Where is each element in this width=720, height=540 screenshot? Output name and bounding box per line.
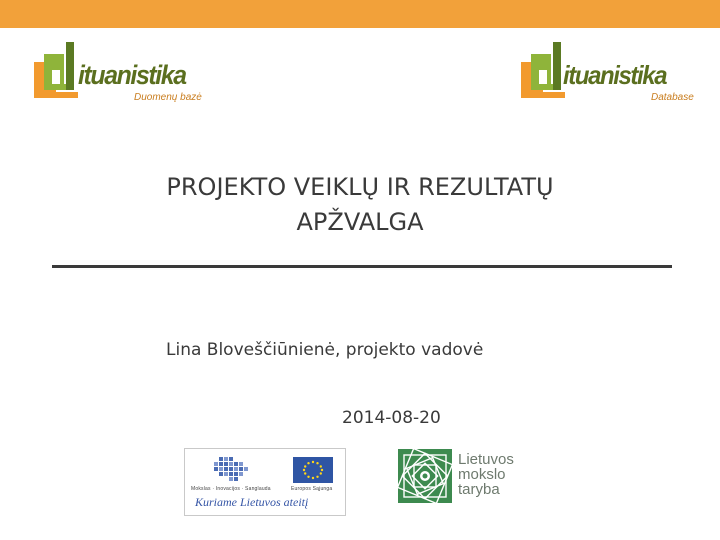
logo-subtitle: Database: [651, 92, 694, 103]
lmt-emblem-icon: [398, 449, 452, 503]
logo-wordmark: ituanistika: [563, 60, 667, 90]
presentation-date: 2014-08-20: [342, 408, 441, 428]
logo-wordmark: ituanistika: [78, 60, 186, 90]
eu-flag-icon: [293, 457, 333, 483]
lituanistika-logo-right: [517, 40, 692, 108]
lmt-logo: [398, 449, 518, 505]
lmt-name: [458, 452, 514, 497]
title-divider: [52, 265, 672, 268]
slide-title: [60, 170, 660, 240]
lmt-name-line-3: taryba: [458, 481, 500, 498]
author-line: Lina Bloveščiūnienė, projekto vadovė: [166, 340, 484, 360]
esf-logo: [184, 448, 346, 516]
lituanistika-logo-left: [30, 40, 215, 108]
slide-title-line-1: PROJEKTO VEIKLŲ IR REZULTATŲ: [166, 173, 554, 201]
lithuania-pixel-map-icon: [211, 455, 251, 485]
lmt-name-line-1: Lietuvos: [458, 451, 514, 468]
esf-slogan: Kuriame Lietuvos ateitį: [195, 495, 309, 509]
slide-title-line-2: APŽVALGA: [296, 208, 424, 236]
logo-subtitle: Duomenų bazė: [134, 92, 202, 103]
top-accent-bar: [0, 0, 720, 28]
esf-left-caption: Mokslas · Inovacijos · Sanglauda: [191, 486, 271, 492]
eu-caption: Europos Sąjunga: [291, 486, 333, 492]
lmt-name-line-2: mokslo: [458, 466, 506, 483]
